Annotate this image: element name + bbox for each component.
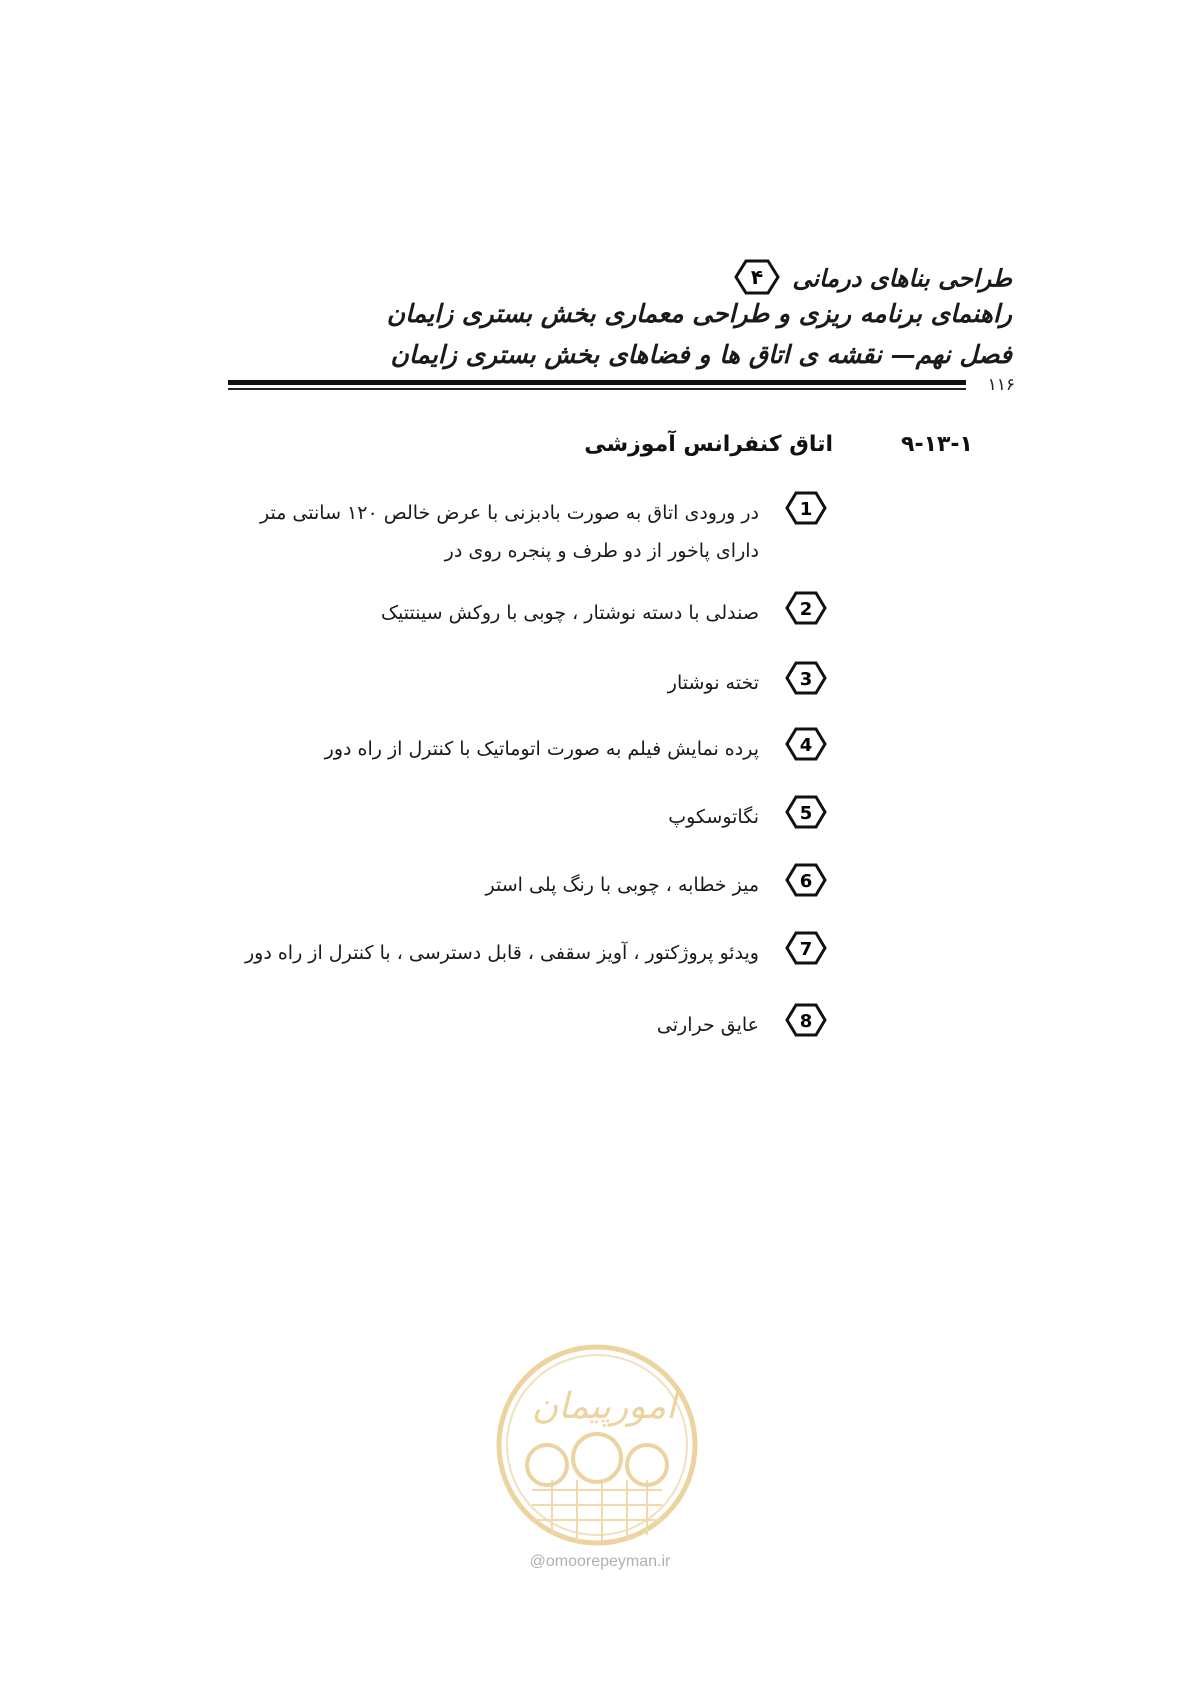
- item-text: [325, 730, 759, 768]
- volume-number: ۴: [750, 265, 764, 289]
- list-item: [0, 726, 1191, 786]
- section-title: اتاق کنفرانس آموزشی: [584, 432, 833, 457]
- item-text-line: ویدئو پروژکتور ، آویز سقفی ، قابل دسترسی ، با کنترل از راه دور: [244, 942, 759, 964]
- item-text: [260, 494, 759, 570]
- list-item: [0, 794, 1191, 854]
- item-text-line: در ورودی اتاق به صورت بادبزنی با عرض خالص ۱۲۰ سانتی متر: [259, 502, 759, 524]
- list-item: [0, 930, 1191, 990]
- list-item: [0, 1002, 1191, 1062]
- watermark-logo-text: امورپیمان: [531, 1386, 677, 1427]
- hexagon-number-icon: [785, 1002, 827, 1038]
- hexagon-number-icon: [785, 930, 827, 966]
- watermark-url: @omoorepeyman.ir: [529, 1553, 671, 1570]
- item-text-line: عایق حرارتی: [656, 1014, 759, 1036]
- item-text-line: تخته نوشتار: [667, 672, 759, 694]
- item-number: 4: [799, 735, 813, 756]
- hexagon-number-icon: [785, 726, 827, 762]
- item-text-line: پرده نمایش فیلم به صورت اتوماتیک با کنترل از راه دور: [324, 738, 759, 760]
- watermark-logo-icon: [492, 1340, 702, 1550]
- hexagon-badge-icon: [734, 258, 780, 296]
- item-text: [381, 594, 759, 632]
- item-text: [486, 866, 759, 904]
- hexagon-number-icon: [785, 862, 827, 898]
- chapter-title: فصل نهم— نقشه ی اتاق ها و فضاهای بخش بستری زایمان: [390, 340, 1012, 369]
- book-title-text: طراحی بناهای درمانی: [792, 263, 1012, 293]
- hexagon-number-icon: [785, 794, 827, 830]
- page-number: ۱۱۶: [980, 375, 1015, 395]
- section-number: ۹-۱۳-۱: [901, 432, 973, 457]
- list-item: [0, 490, 1191, 562]
- item-number: 5: [799, 803, 813, 824]
- item-number: 8: [799, 1011, 813, 1032]
- item-text-line: دارای پاخور از دو طرف و پنجره روی در: [444, 540, 759, 562]
- volume-badge: [734, 258, 780, 302]
- item-text: [668, 798, 759, 836]
- list-item: [0, 862, 1191, 922]
- header-rule-thin: [228, 388, 966, 390]
- hexagon-number-icon: [785, 660, 827, 696]
- item-text-line: نگاتوسکوپ: [668, 806, 759, 828]
- hexagon-number-icon: [785, 490, 827, 526]
- item-number: 1: [799, 499, 813, 520]
- list-item: [0, 590, 1191, 650]
- hexagon-number-icon: [785, 590, 827, 626]
- watermark-url-text: omoorepeyman.ir: [545, 1553, 671, 1570]
- list-item: [0, 660, 1191, 720]
- item-text: [245, 934, 759, 972]
- item-number: 7: [799, 939, 813, 960]
- item-text-line: میز خطابه ، چوبی با رنگ پلی استر: [485, 874, 759, 896]
- item-text-line: صندلی با دسته نوشتار ، چوبی با روکش سینتتیک: [381, 602, 759, 624]
- book-title: [734, 258, 1012, 302]
- book-subtitle: راهنمای برنامه ریزی و طراحی معماری بخش بستری زایمان: [386, 299, 1012, 328]
- item-number: 2: [799, 599, 813, 620]
- item-text: [668, 664, 759, 702]
- header-rule-thick: [228, 380, 966, 385]
- item-number: 6: [799, 871, 813, 892]
- item-number: 3: [799, 669, 813, 690]
- item-text: [657, 1006, 759, 1044]
